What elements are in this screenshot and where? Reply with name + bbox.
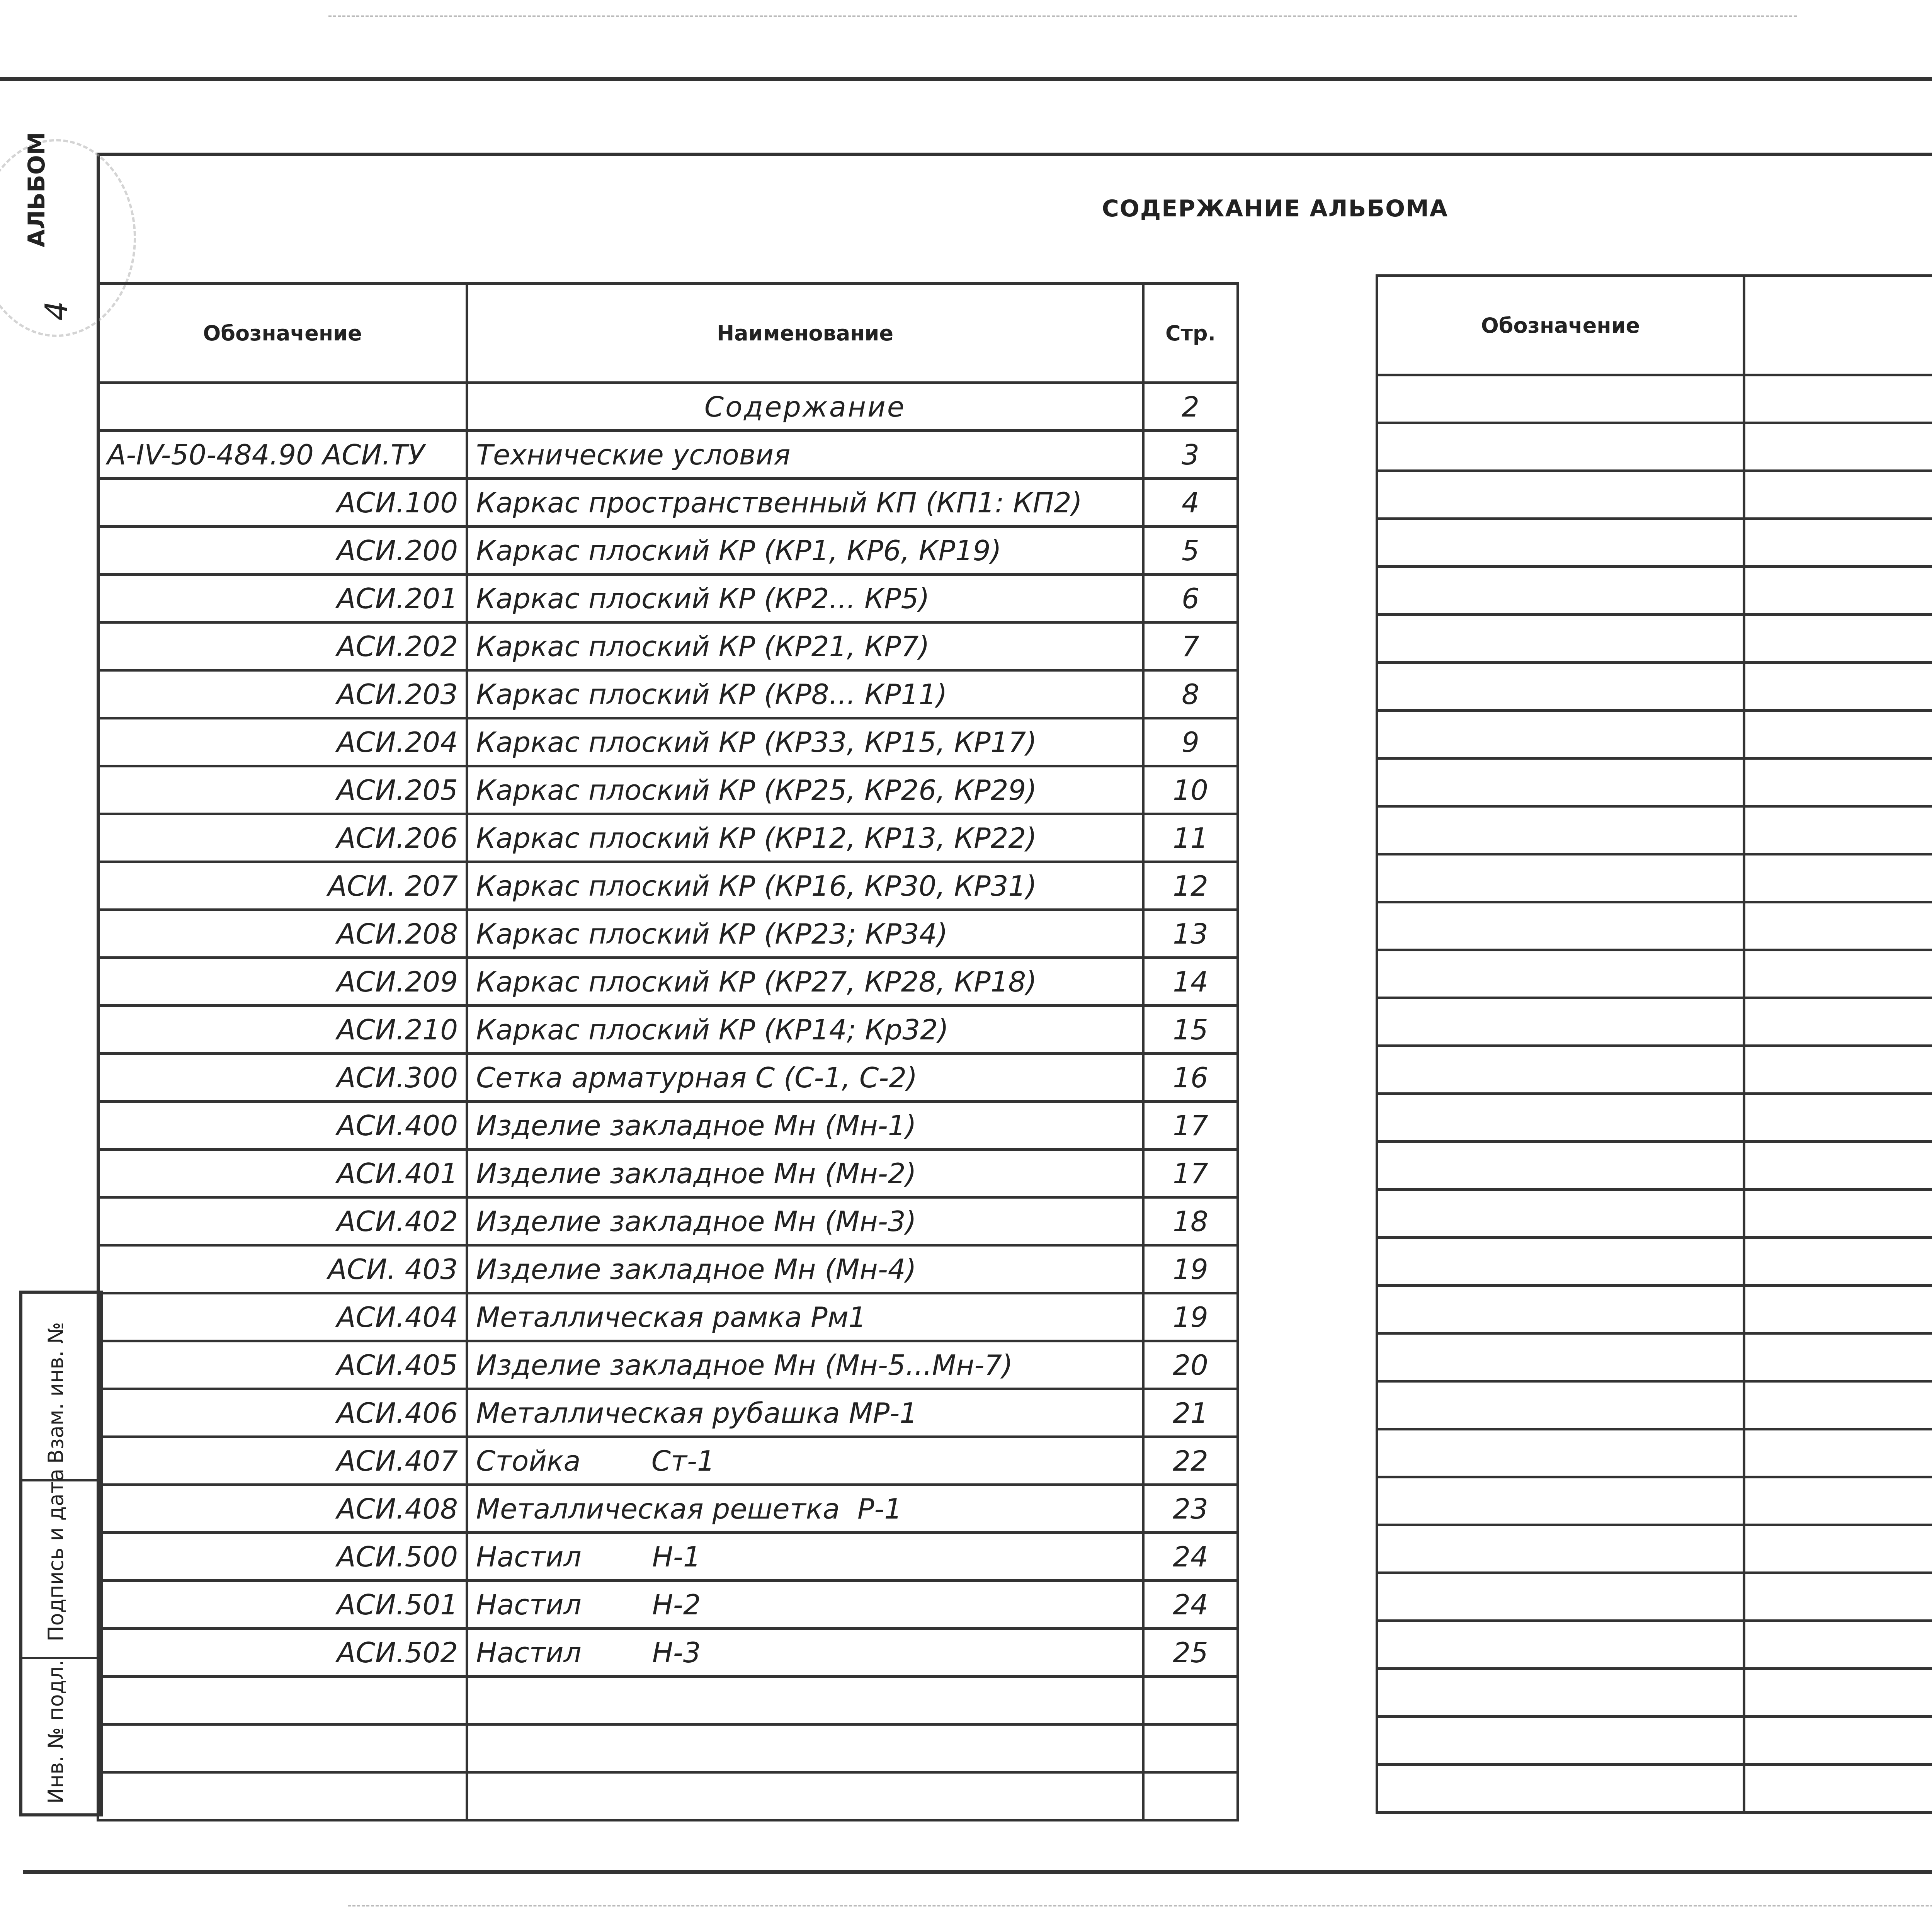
album-label: АЛЬБОМ	[23, 132, 50, 247]
row-code: АСИ.209	[98, 958, 467, 1006]
empty-cell	[1377, 1190, 1744, 1238]
row-name: Каркас пространственный КП (КП1: КП2)	[467, 479, 1143, 527]
row-page: 24	[1143, 1533, 1238, 1581]
empty-cell	[1377, 1717, 1744, 1765]
table-row	[98, 622, 1238, 670]
table-row-empty	[1377, 663, 1932, 711]
empty-cell	[1377, 519, 1744, 567]
table-row	[98, 1054, 1238, 1102]
table-row	[98, 1772, 1238, 1820]
table-row-empty	[1377, 519, 1932, 567]
empty-cell	[1377, 1381, 1744, 1429]
table-row-empty	[1377, 1765, 1932, 1813]
table-row	[98, 1102, 1238, 1150]
empty-cell	[1377, 1142, 1744, 1190]
empty-cell	[1377, 567, 1744, 615]
row-page: 10	[1143, 766, 1238, 814]
table-row-empty	[1377, 1286, 1932, 1333]
row-name: Изделие закладное Мн (Мн-4)	[467, 1245, 1143, 1293]
table-row	[98, 1389, 1238, 1437]
empty-cell	[1744, 1717, 1932, 1765]
table-row-empty	[1377, 375, 1932, 423]
page-title: СОДЕРЖАНИЕ АЛЬБОМА	[1102, 195, 1449, 222]
table-header-row	[98, 284, 1238, 383]
side-stamp-divider	[22, 1657, 100, 1659]
table-header-row	[1377, 276, 1932, 375]
table-row	[98, 1150, 1238, 1197]
row-code: АСИ.300	[98, 1054, 467, 1102]
empty-cell	[1744, 471, 1932, 519]
row-name: Металлическая рубашка МР-1	[467, 1389, 1143, 1437]
row-name: Каркас плоский КР (КР12, КР13, КР22)	[467, 814, 1143, 862]
row-code: АСИ. 403	[98, 1245, 467, 1293]
empty-cell	[1377, 1573, 1744, 1621]
empty-cell	[1744, 806, 1932, 854]
empty-cell	[1744, 1621, 1932, 1669]
table-row	[98, 718, 1238, 766]
empty-cell	[1744, 375, 1932, 423]
table-row	[98, 910, 1238, 958]
row-code: АСИ.208	[98, 910, 467, 958]
row-name: Стойка Ст-1	[467, 1437, 1143, 1485]
empty-cell	[1744, 854, 1932, 902]
table-row-empty	[1377, 1525, 1932, 1573]
empty-cell	[1744, 1142, 1932, 1190]
header-code: Обозначение	[98, 284, 467, 383]
empty-cell	[1744, 423, 1932, 471]
empty-cell	[1377, 1525, 1744, 1573]
header-code: Обозначение	[1377, 276, 1744, 375]
scan-artifact-line	[348, 1905, 1932, 1906]
row-name: Изделие закладное Мн (Мн-5...Мн-7)	[467, 1341, 1143, 1389]
row-name	[467, 1725, 1143, 1772]
row-name: Каркас плоский КР (КР8... КР11)	[467, 670, 1143, 718]
table-row	[98, 1437, 1238, 1485]
empty-cell	[1377, 375, 1744, 423]
table-row	[98, 527, 1238, 575]
row-page: 7	[1143, 622, 1238, 670]
empty-cell	[1744, 950, 1932, 998]
table-row	[98, 479, 1238, 527]
table-row-empty	[1377, 1046, 1932, 1094]
row-page	[1143, 1677, 1238, 1725]
row-name: Каркас плоский КР (КР27, КР28, КР18)	[467, 958, 1143, 1006]
table-row-empty	[1377, 471, 1932, 519]
table-row	[98, 958, 1238, 1006]
empty-cell	[1744, 615, 1932, 663]
table-row-empty	[1377, 1669, 1932, 1717]
row-page: 15	[1143, 1006, 1238, 1054]
row-name: Изделие закладное Мн (Мн-3)	[467, 1197, 1143, 1245]
table-row-empty	[1377, 1381, 1932, 1429]
table-row	[98, 814, 1238, 862]
empty-cell	[1744, 1286, 1932, 1333]
table-row	[98, 862, 1238, 910]
row-name: Содержание	[467, 383, 1143, 431]
row-code: АСИ.404	[98, 1293, 467, 1341]
row-name: Каркас плоский КР (КР33, КР15, КР17)	[467, 718, 1143, 766]
row-code: АСИ.206	[98, 814, 467, 862]
empty-cell	[1377, 663, 1744, 711]
empty-cell	[1377, 1094, 1744, 1142]
row-code: АСИ.400	[98, 1102, 467, 1150]
row-name: Изделие закладное Мн (Мн-2)	[467, 1150, 1143, 1197]
row-name: Металлическая решетка Р-1	[467, 1485, 1143, 1533]
row-code: АСИ. 207	[98, 862, 467, 910]
table-row-empty	[1377, 998, 1932, 1046]
header-page: Стр.	[1143, 284, 1238, 383]
table-row	[98, 670, 1238, 718]
row-page: 3	[1143, 431, 1238, 479]
row-code: АСИ.502	[98, 1629, 467, 1677]
table-row	[98, 1725, 1238, 1772]
empty-cell	[1377, 998, 1744, 1046]
empty-cell	[1744, 519, 1932, 567]
table-row-empty	[1377, 1429, 1932, 1477]
row-page: 23	[1143, 1485, 1238, 1533]
row-name: Сетка арматурная С (С-1, С-2)	[467, 1054, 1143, 1102]
table-row-empty	[1377, 567, 1932, 615]
row-page: 6	[1143, 575, 1238, 622]
table-row-empty	[1377, 1621, 1932, 1669]
row-page: 22	[1143, 1437, 1238, 1485]
empty-cell	[1377, 759, 1744, 806]
row-page: 4	[1143, 479, 1238, 527]
empty-cell	[1744, 663, 1932, 711]
table-row-empty	[1377, 1094, 1932, 1142]
empty-cell	[1377, 1238, 1744, 1286]
table-row-empty	[1377, 806, 1932, 854]
contents-table-left	[97, 282, 1239, 1821]
scan-artifact-line	[328, 15, 1797, 17]
row-name: Настил Н-3	[467, 1629, 1143, 1677]
row-code: АСИ.201	[98, 575, 467, 622]
table-row	[98, 1485, 1238, 1533]
row-page: 21	[1143, 1389, 1238, 1437]
contents-table-right	[1376, 274, 1932, 1814]
empty-cell	[1377, 423, 1744, 471]
table-row	[98, 1581, 1238, 1629]
table-row	[98, 1006, 1238, 1054]
row-code	[98, 383, 467, 431]
table-row-empty	[1377, 423, 1932, 471]
empty-cell	[1744, 1429, 1932, 1477]
empty-cell	[1744, 1669, 1932, 1717]
empty-cell	[1744, 1190, 1932, 1238]
row-page: 8	[1143, 670, 1238, 718]
row-page: 19	[1143, 1245, 1238, 1293]
empty-cell	[1377, 1333, 1744, 1381]
row-page: 5	[1143, 527, 1238, 575]
empty-cell	[1377, 615, 1744, 663]
table-row	[98, 1341, 1238, 1389]
row-name	[467, 1677, 1143, 1725]
empty-cell	[1744, 1765, 1932, 1813]
row-name: Металлическая рамка Рм1	[467, 1293, 1143, 1341]
row-page	[1143, 1725, 1238, 1772]
row-page	[1143, 1772, 1238, 1820]
empty-cell	[1744, 567, 1932, 615]
row-name: Каркас плоский КР (КР25, КР26, КР29)	[467, 766, 1143, 814]
empty-cell	[1377, 1765, 1744, 1813]
row-page: 19	[1143, 1293, 1238, 1341]
empty-cell	[1377, 711, 1744, 759]
row-page: 14	[1143, 958, 1238, 1006]
table-row	[98, 1677, 1238, 1725]
side-stamp-table	[19, 1291, 103, 1816]
row-page: 2	[1143, 383, 1238, 431]
row-name: Настил Н-2	[467, 1581, 1143, 1629]
empty-cell	[1377, 1046, 1744, 1094]
row-page: 17	[1143, 1150, 1238, 1197]
row-page: 13	[1143, 910, 1238, 958]
header-name	[1744, 276, 1932, 375]
empty-cell	[1377, 806, 1744, 854]
table-row	[98, 383, 1238, 431]
row-code: АСИ.203	[98, 670, 467, 718]
row-page: 16	[1143, 1054, 1238, 1102]
empty-cell	[1744, 902, 1932, 950]
row-name: Каркас плоский КР (КР2... КР5)	[467, 575, 1143, 622]
empty-cell	[1744, 1477, 1932, 1525]
row-code: АСИ.210	[98, 1006, 467, 1054]
empty-cell	[1744, 1238, 1932, 1286]
table-row	[98, 1629, 1238, 1677]
row-code: АСИ.500	[98, 1533, 467, 1581]
table-row	[98, 575, 1238, 622]
table-row-empty	[1377, 1573, 1932, 1621]
row-page: 20	[1143, 1341, 1238, 1389]
empty-cell	[1744, 1046, 1932, 1094]
row-code: А-IV-50-484.90 АСИ.ТУ	[98, 431, 467, 479]
table-row-empty	[1377, 759, 1932, 806]
empty-cell	[1744, 759, 1932, 806]
row-code: АСИ.407	[98, 1437, 467, 1485]
empty-cell	[1377, 854, 1744, 902]
row-page: 18	[1143, 1197, 1238, 1245]
row-page: 25	[1143, 1629, 1238, 1677]
row-code: АСИ.401	[98, 1150, 467, 1197]
row-code: АСИ.100	[98, 479, 467, 527]
side-stamp-inventory: Инв. № подл.	[44, 1660, 68, 1804]
row-code: АСИ.200	[98, 527, 467, 575]
table-row-empty	[1377, 615, 1932, 663]
row-code: АСИ.406	[98, 1389, 467, 1437]
table-row-empty	[1377, 1190, 1932, 1238]
row-page: 9	[1143, 718, 1238, 766]
table-row-empty	[1377, 854, 1932, 902]
row-code	[98, 1677, 467, 1725]
table-row-empty	[1377, 1717, 1932, 1765]
row-code: АСИ.202	[98, 622, 467, 670]
row-name: Каркас плоский КР (КР14; Кр32)	[467, 1006, 1143, 1054]
row-name: Каркас плоский КР (КР1, КР6, КР19)	[467, 527, 1143, 575]
side-stamp-signature-date: Подпись и дата	[44, 1468, 68, 1641]
empty-cell	[1744, 1381, 1932, 1429]
empty-cell	[1377, 902, 1744, 950]
row-page: 12	[1143, 862, 1238, 910]
row-page: 24	[1143, 1581, 1238, 1629]
table-row-empty	[1377, 1142, 1932, 1190]
table-row	[98, 431, 1238, 479]
side-stamp-replacement: Взам. инв. №	[44, 1322, 68, 1464]
empty-cell	[1744, 1525, 1932, 1573]
empty-cell	[1744, 1094, 1932, 1142]
row-code: АСИ.405	[98, 1341, 467, 1389]
empty-cell	[1744, 1573, 1932, 1621]
row-code: АСИ.408	[98, 1485, 467, 1533]
row-name: Каркас плоский КР (КР16, КР30, КР31)	[467, 862, 1143, 910]
table-row-empty	[1377, 711, 1932, 759]
row-code: АСИ.501	[98, 1581, 467, 1629]
header-name: Наименование	[467, 284, 1143, 383]
empty-cell	[1377, 1621, 1744, 1669]
table-row-empty	[1377, 1477, 1932, 1525]
empty-cell	[1744, 1333, 1932, 1381]
table-row	[98, 766, 1238, 814]
row-code: АСИ.205	[98, 766, 467, 814]
table-row-empty	[1377, 1333, 1932, 1381]
row-code: АСИ.402	[98, 1197, 467, 1245]
table-row-empty	[1377, 1238, 1932, 1286]
empty-cell	[1377, 1477, 1744, 1525]
empty-cell	[1744, 711, 1932, 759]
empty-cell	[1377, 1429, 1744, 1477]
sheet-frame-top	[0, 77, 1932, 81]
table-row-empty	[1377, 950, 1932, 998]
table-row	[98, 1197, 1238, 1245]
empty-cell	[1377, 1286, 1744, 1333]
empty-cell	[1377, 1669, 1744, 1717]
table-row	[98, 1533, 1238, 1581]
row-page: 17	[1143, 1102, 1238, 1150]
album-number: 4	[39, 301, 75, 321]
row-name: Технические условия	[467, 431, 1143, 479]
row-code	[98, 1725, 467, 1772]
empty-cell	[1744, 998, 1932, 1046]
table-row-empty	[1377, 902, 1932, 950]
row-name: Изделие закладное Мн (Мн-1)	[467, 1102, 1143, 1150]
empty-cell	[1377, 950, 1744, 998]
row-page: 11	[1143, 814, 1238, 862]
row-name	[467, 1772, 1143, 1820]
row-code	[98, 1772, 467, 1820]
table-row	[98, 1293, 1238, 1341]
empty-cell	[1377, 471, 1744, 519]
row-code: АСИ.204	[98, 718, 467, 766]
row-name: Каркас плоский КР (КР21, КР7)	[467, 622, 1143, 670]
row-name: Каркас плоский КР (КР23; КР34)	[467, 910, 1143, 958]
row-name: Настил Н-1	[467, 1533, 1143, 1581]
sheet-frame-bottom	[23, 1870, 1932, 1874]
table-row	[98, 1245, 1238, 1293]
